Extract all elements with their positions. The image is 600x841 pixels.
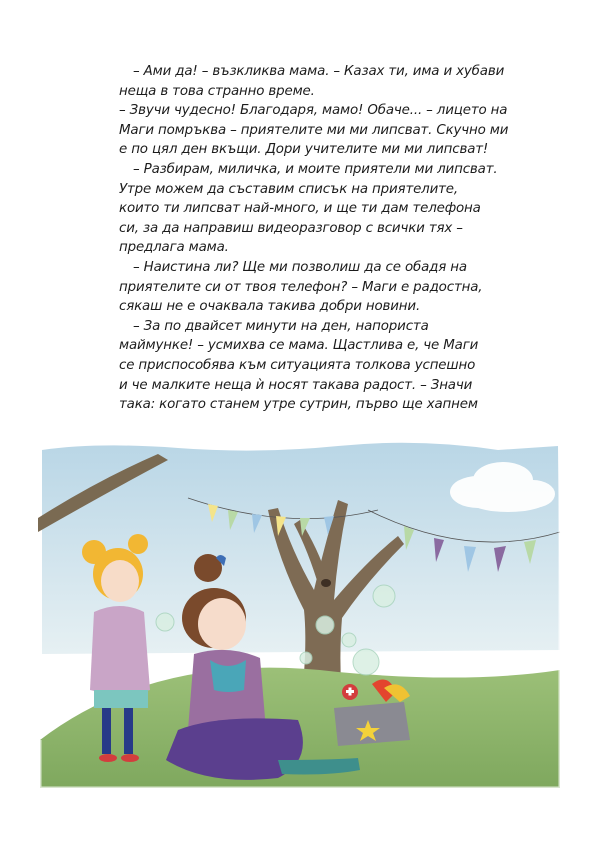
text-line: Маги помръква – приятелите ми ми липсват. Скучно ми [119, 122, 509, 138]
story-text [119, 62, 509, 415]
text-line: неща в това странно време. [119, 83, 315, 99]
story-illustration [38, 440, 562, 792]
text-line: Утре можем да съставим списък на приятелите, [119, 181, 458, 197]
text-line: си, за да направиш видеоразговор с всички тях – [119, 220, 463, 236]
text-line: предлага мама. [119, 240, 229, 256]
text-line: – Разбирам, миличка, и моите приятели ми липсват. [133, 161, 498, 177]
text-line: е по цял ден вкъщи. Дори учителите ми ми липсват! [119, 142, 489, 158]
text-line: така: когато станем утре сутрин, първо ще хапнем [119, 397, 478, 413]
text-line: – Звучи чудесно! Благодаря, мамо! Обаче... – лицето на [119, 103, 508, 119]
text-line: – Наистина ли? Ще ми позволиш да се обадя на [133, 259, 467, 275]
text-line: и че малките неща ѝ носят такава радост. – Значи [119, 377, 473, 393]
text-line: които ти липсват най-много, и ще ти дам телефона [119, 201, 481, 217]
text-line: маймунке! – усмихва се мама. Щастлива е, че Маги [119, 338, 479, 354]
text-line: приятелите си от твоя телефон? – Маги е радостна, [119, 279, 483, 295]
tree-hole [321, 579, 331, 587]
text-line: се приспособява към ситуацията толкова успешно [119, 357, 476, 373]
text-line: – За по двайсет минути на ден, напориста [133, 318, 429, 334]
illustration-svg [38, 440, 562, 792]
text-line: сякаш не е очаквала такива добри новини. [119, 299, 421, 315]
text-line: – Ами да! – възкликва мама. – Казах ти, има и хубави [133, 64, 505, 79]
